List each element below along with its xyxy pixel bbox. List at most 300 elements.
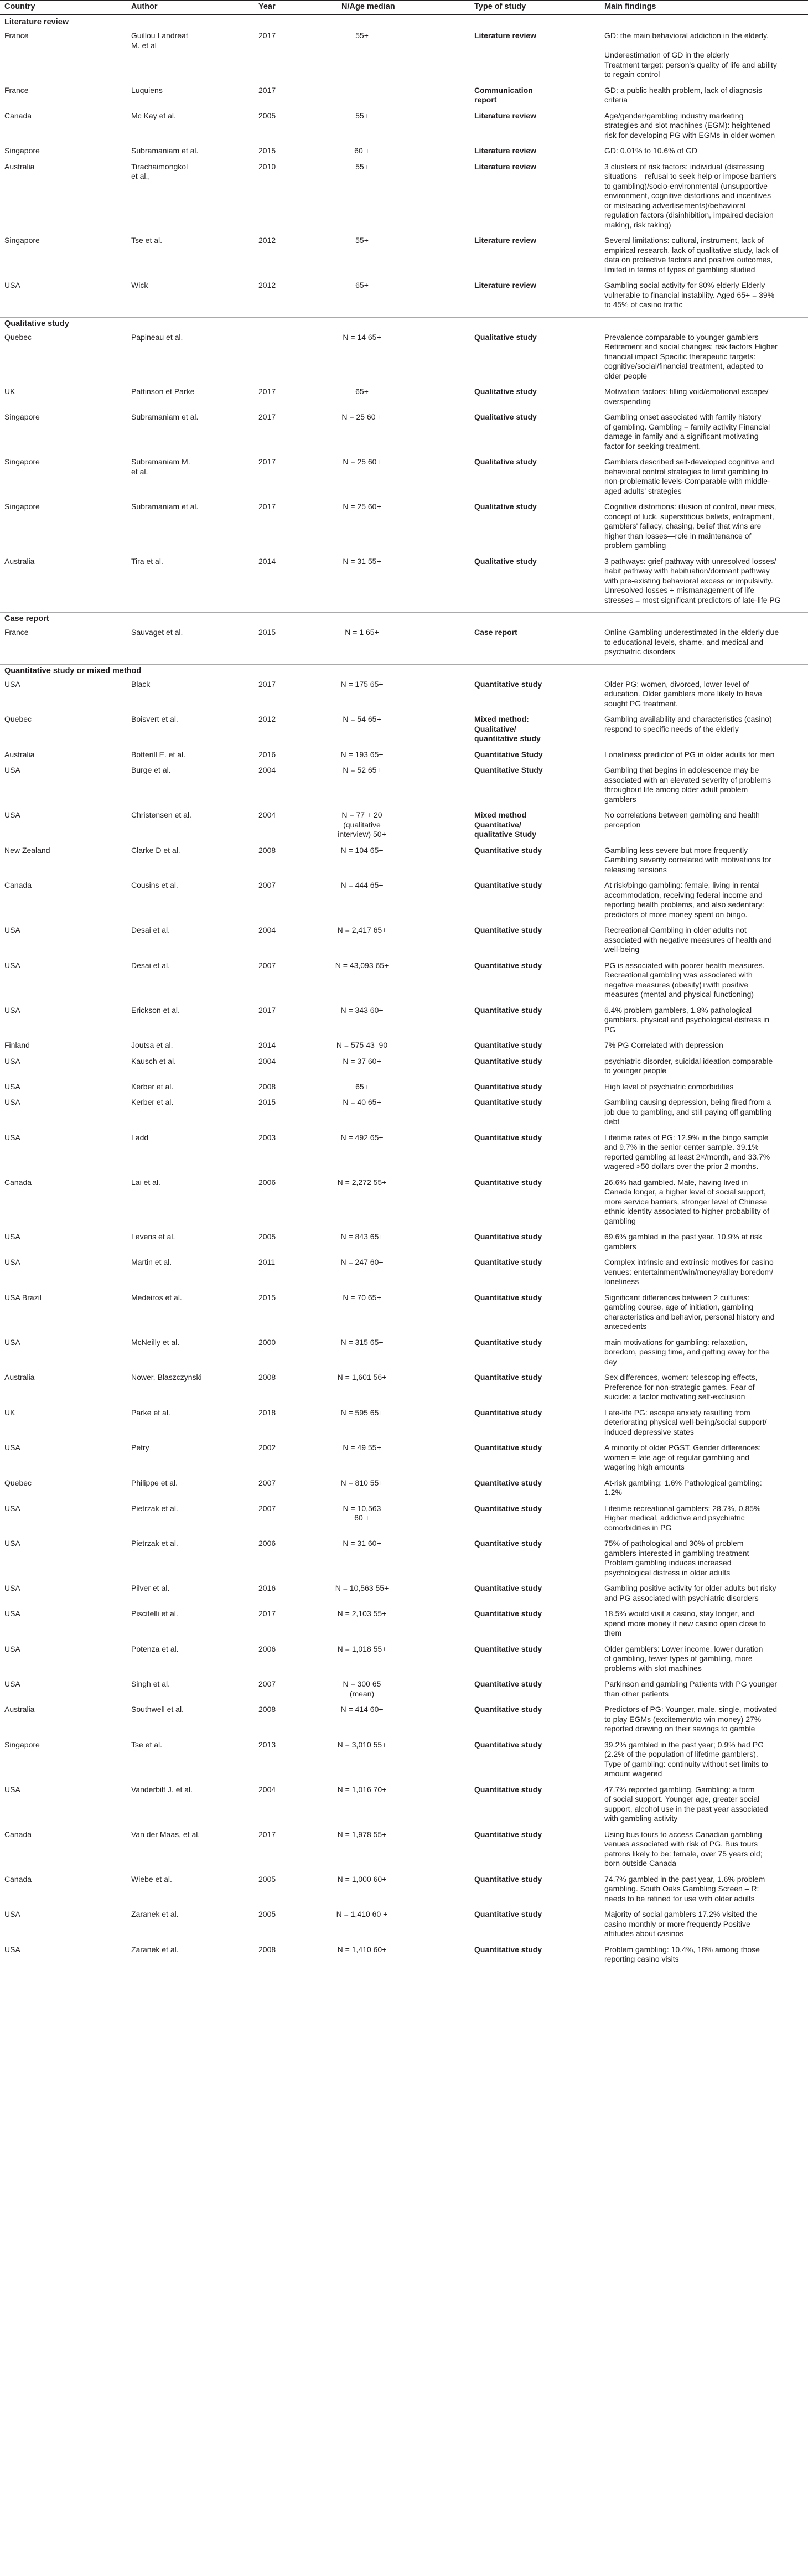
cell-findings: gamblers	[604, 1242, 636, 1251]
cell-type: Quantitative Study	[474, 749, 543, 759]
cell-author: Joutsa et al.	[131, 1041, 173, 1049]
cell-type: Quantitative study	[474, 1874, 542, 1884]
section-rule	[0, 317, 808, 318]
cell-year: 2015	[258, 1098, 276, 1106]
cell-type: Quantitative study	[474, 1644, 542, 1653]
cell-findings: cognitive/social/financial treatment, adapted to	[604, 361, 764, 370]
cell-findings: support, alcohol use in the past year associated	[604, 1804, 768, 1813]
cell-findings: Several limitations: cultural, instrument, lack of	[604, 236, 764, 245]
cell-year: 2006	[258, 1177, 276, 1187]
cell-n-age: N = 595 65+	[340, 1408, 384, 1417]
cell-n-age: N = 414 60+	[340, 1705, 384, 1714]
cell-country: USA	[4, 1679, 20, 1688]
cell-findings: aged adults' strategies	[604, 486, 682, 495]
cell-findings: making, risk taking)	[604, 220, 671, 229]
cell-year: 2005	[258, 111, 276, 120]
cell-n-age: N = 14 65+	[343, 332, 381, 342]
cell-findings: gambling course, age of initiation, gambling	[604, 1302, 754, 1311]
cell-findings: or misleading advertisements)/behavioral	[604, 200, 746, 210]
cell-country: Canada	[4, 881, 32, 889]
cell-findings: Sex differences, women: telescoping effects,	[604, 1373, 758, 1382]
cell-country: USA	[4, 679, 20, 689]
cell-type: Quantitative study	[474, 1177, 542, 1187]
cell-n-age: N = 444 65+	[340, 881, 384, 889]
cell-findings: associated with an elevated severity of problems	[604, 775, 771, 784]
cell-type: Qualitative study	[474, 502, 537, 511]
cell-findings: Lifetime recreational gamblers: 28.7%, 0.85%	[604, 1503, 761, 1513]
cell-findings: Prevalence comparable to younger gamblers	[604, 332, 759, 342]
cell-type: Quantitative/	[474, 820, 521, 829]
cell-findings: 18.5% would visit a casino, stay longer, and	[604, 1609, 754, 1618]
cell-type: Quantitative study	[474, 1539, 542, 1548]
cell-type: Quantitative study	[474, 1373, 542, 1382]
cell-findings: data on protective factors and positive outcomes,	[604, 255, 773, 264]
cell-country: Finland	[4, 1041, 30, 1049]
cell-findings: Parkinson and gambling Patients with PG younger	[604, 1679, 778, 1688]
cell-country: Quebec	[4, 715, 32, 723]
cell-country: USA	[4, 1337, 20, 1347]
cell-n-age: N = 49 55+	[343, 1443, 381, 1452]
cell-year: 2010	[258, 162, 276, 171]
cell-findings: induced depressive states	[604, 1427, 694, 1436]
cell-type: Quantitative study	[474, 1944, 542, 1954]
cell-findings: gamblers interested in gambling treatment	[604, 1548, 749, 1558]
cell-country: Singapore	[4, 457, 40, 466]
cell-findings: habit pathway with habituation/dormant pathway	[604, 566, 770, 575]
cell-n-age: 55+	[355, 236, 369, 245]
cell-findings: Problem gambling induces increased	[604, 1558, 732, 1567]
cell-findings: of gambling. Gambling = family activity Financial	[604, 422, 770, 431]
cell-findings: 1.2%	[604, 1488, 622, 1497]
cell-type: Quantitative study	[474, 1443, 542, 1452]
cell-findings: predictors of more money spent on bingo.	[604, 909, 748, 919]
cell-author: et al.	[131, 467, 148, 476]
cell-country: USA	[4, 1056, 20, 1065]
cell-findings: perception	[604, 820, 641, 829]
cell-type: Qualitative study	[474, 387, 537, 396]
cell-findings: Gambling less severe but more frequently	[604, 845, 748, 855]
cell-author: Boisvert et al.	[131, 715, 178, 723]
cell-findings: respond to specific needs of the elderly	[604, 724, 739, 733]
cell-country: Australia	[4, 556, 35, 566]
cell-findings: throughout life among older adult problem	[604, 785, 748, 794]
cell-findings: stresses = most significant predictors of late-life PG	[604, 595, 781, 604]
cell-findings: psychological distress in older adults	[604, 1568, 731, 1577]
cell-findings: Age/gender/gambling industry marketing	[604, 111, 744, 120]
cell-findings: venues: entertainment/win/money/allay boredom/	[604, 1267, 774, 1276]
cell-n-age: N = 810 55+	[340, 1478, 384, 1487]
cell-author: Tira et al.	[131, 556, 163, 566]
cell-findings: of social support. Younger age, greater social	[604, 1794, 760, 1803]
cell-findings: Older PG: women, divorced, lower level of	[604, 679, 749, 689]
cell-findings: situations—refusal to seek help or impose barriers	[604, 172, 777, 180]
cell-n-age: N = 300 65	[343, 1679, 381, 1688]
cell-type: Quantitative study	[474, 1829, 542, 1839]
cell-n-age: N = 247 60+	[340, 1258, 384, 1266]
cell-findings: behavioral control strategies to limit gambling to	[604, 467, 768, 476]
cell-country: USA	[4, 1082, 20, 1091]
cell-year: 2004	[258, 765, 276, 774]
cell-year: 2008	[258, 1373, 276, 1382]
cell-findings: overspending	[604, 396, 651, 406]
cell-year: 2017	[258, 457, 276, 466]
cell-n-age: N = 2,103 55+	[337, 1609, 387, 1618]
cell-author: Southwell et al.	[131, 1705, 184, 1714]
cell-year: 2005	[258, 1874, 276, 1884]
cell-author: Subramaniam et al.	[131, 146, 199, 155]
cell-findings: wagered >50 dollars over the prior 2 months.	[604, 1162, 759, 1171]
cell-n-age: N = 1,016 70+	[337, 1784, 387, 1794]
cell-n-age: N = 77 + 20	[341, 810, 382, 819]
cell-findings: Problem gambling: 10.4%, 18% among those	[604, 1944, 760, 1954]
cell-findings: 26.6% had gambled. Male, having lived in	[604, 1177, 748, 1187]
cell-country: France	[4, 85, 29, 95]
cell-year: 2008	[258, 845, 276, 855]
cell-findings: regulation factors (disinhibition, impaired decision	[604, 210, 774, 219]
cell-year: 2004	[258, 1784, 276, 1794]
cell-findings: attitudes about casinos	[604, 1929, 684, 1938]
header-year: Year	[258, 2, 276, 11]
cell-findings: Gambling onset associated with family history	[604, 412, 762, 421]
cell-n-age: 65+	[355, 281, 369, 289]
cell-findings: Gambling severity correlated with motivations for	[604, 855, 771, 864]
cell-country: USA Brazil	[4, 1292, 42, 1302]
cell-n-age: N = 175 65+	[340, 679, 384, 689]
cell-type: Literature review	[474, 31, 537, 40]
cell-country: USA	[4, 925, 20, 934]
cell-type: Quantitative study	[474, 1056, 542, 1065]
cell-findings: than other patients	[604, 1689, 669, 1698]
cell-n-age: N = 10,563 55+	[335, 1584, 389, 1592]
cell-type: quantitative study	[474, 734, 541, 743]
cell-n-age: N = 25 60+	[343, 502, 381, 511]
cell-type: Quantitative study	[474, 1584, 542, 1592]
cell-n-age: N = 492 65+	[340, 1132, 384, 1142]
cell-author: Van der Maas, et al.	[131, 1829, 200, 1839]
cell-findings: 39.2% gambled in the past year; 0.9% had PG	[604, 1740, 764, 1749]
cell-author: Wiebe et al.	[131, 1874, 172, 1884]
cell-year: 2017	[258, 1005, 276, 1015]
cell-findings: deteriorating physical well-being/social support/	[604, 1418, 767, 1426]
cell-n-age: N = 1,410 60 +	[336, 1910, 388, 1918]
cell-year: 2017	[258, 1829, 276, 1839]
table-top-rule	[0, 0, 808, 1]
cell-author: Kausch et al.	[131, 1056, 176, 1065]
cell-author: Nower, Blaszczynski	[131, 1373, 202, 1382]
cell-author: Pilver et al.	[131, 1584, 170, 1592]
cell-n-age: N = 52 65+	[343, 765, 381, 774]
cell-findings: Online Gambling underestimated in the elderly due	[604, 628, 779, 637]
cell-author: Botterill E. et al.	[131, 749, 186, 759]
cell-country: Quebec	[4, 1478, 32, 1487]
cell-findings: well-being	[604, 945, 640, 954]
header-rule	[0, 14, 808, 15]
cell-findings: No correlations between gambling and health	[604, 810, 760, 819]
cell-findings: ethnic identity associated to higher probability of	[604, 1207, 770, 1215]
cell-findings: 7% PG Correlated with depression	[604, 1041, 723, 1049]
cell-n-age: N = 25 60 +	[341, 412, 382, 421]
cell-findings: Gambling that begins in adolescence may be	[604, 765, 759, 774]
cell-findings: women = late age of regular gambling and	[604, 1452, 749, 1462]
cell-findings: sought PG treatment.	[604, 699, 678, 708]
cell-n-age: 60 +	[354, 146, 370, 155]
cell-findings: older people	[604, 371, 648, 380]
cell-findings: factor for seeking treatment.	[604, 441, 701, 451]
cell-type: Quantitative study	[474, 1408, 542, 1417]
cell-findings: Treatment target: person's quality of life and ability	[604, 60, 777, 69]
cell-author: Clarke D et al.	[131, 845, 180, 855]
cell-findings: risk for developing PG with EGMs in older women	[604, 130, 775, 139]
cell-findings: Unresolved losses + mismanagement of life	[604, 586, 755, 594]
cell-findings: Older gamblers: Lower income, lower duration	[604, 1644, 763, 1653]
cell-type: Quantitative study	[474, 1679, 542, 1688]
cell-findings: Underestimation of GD in the elderly	[604, 50, 729, 59]
cell-n-age: N = 575 43–90	[336, 1041, 388, 1049]
cell-type: Literature review	[474, 146, 537, 155]
cell-findings: job due to gambling, and still paying off gambling	[604, 1107, 772, 1116]
cell-findings: Gambling availability and characteristics (casino)	[604, 715, 772, 723]
cell-author: Kerber et al.	[131, 1098, 174, 1106]
cell-year: 2011	[258, 1258, 276, 1266]
cell-findings: higher than losses—role in maintenance of	[604, 531, 752, 540]
cell-type: Quantitative study	[474, 1609, 542, 1618]
cell-year: 2017	[258, 412, 276, 421]
cell-findings: day	[604, 1357, 617, 1366]
cell-findings: Complex intrinsic and extrinsic motives for casino	[604, 1258, 774, 1266]
cell-findings: main motivations for gambling: relaxation,	[604, 1337, 748, 1347]
cell-year: 2018	[258, 1408, 276, 1417]
cell-findings: boredom, passing time, and getting away for the	[604, 1347, 770, 1356]
cell-type: Quantitative study	[474, 1005, 542, 1015]
cell-findings: to gambling)/socio-environmental (unsupportive	[604, 181, 768, 190]
cell-type: Quantitative study	[474, 1041, 542, 1049]
cell-author: Pietrzak et al.	[131, 1539, 178, 1548]
cell-author: Sauvaget et al.	[131, 628, 183, 637]
cell-type: Quantitative study	[474, 960, 542, 970]
cell-author: Martin et al.	[131, 1258, 172, 1266]
cell-n-age: N = 37 60+	[343, 1056, 381, 1065]
section-title: Literature review	[4, 18, 69, 27]
cell-type: Quantitative study	[474, 881, 542, 889]
cell-type: Quantitative study	[474, 1232, 542, 1241]
header-n-age: N/Age median	[341, 2, 395, 11]
cell-year: 2012	[258, 715, 276, 723]
cell-author: Papineau et al.	[131, 332, 183, 342]
section-rule	[0, 664, 808, 665]
cell-country: USA	[4, 1258, 20, 1266]
cell-author: Philippe et al.	[131, 1478, 178, 1487]
cell-country: UK	[4, 387, 15, 396]
cell-author: Singh et al.	[131, 1679, 170, 1688]
cell-findings: and 9.7% in the senior center sample. 39.1%	[604, 1142, 759, 1151]
cell-year: 2017	[258, 679, 276, 689]
cell-findings: Cognitive distortions: illusion of control, near miss,	[604, 502, 776, 511]
cell-findings: GD: a public health problem, lack of diagnosis	[604, 85, 762, 95]
cell-findings: Motivation factors: filling void/emotional escape/	[604, 387, 769, 396]
cell-findings: born outside Canada	[604, 1859, 676, 1868]
cell-country: Canada	[4, 1874, 32, 1884]
cell-n-age: N = 2,417 65+	[337, 925, 387, 934]
cell-type: Quantitative study	[474, 1740, 542, 1749]
cell-findings: to educational levels, shame, and medical and	[604, 637, 764, 646]
cell-author: Wick	[131, 281, 148, 289]
cell-country: Singapore	[4, 236, 40, 245]
cell-country: USA	[4, 1784, 20, 1794]
cell-findings: limited in terms of types of gambling studied	[604, 265, 755, 274]
cell-n-age: N = 3,010 55+	[337, 1740, 387, 1749]
cell-author: Potenza et al.	[131, 1644, 179, 1653]
cell-n-age: N = 104 65+	[340, 845, 384, 855]
cell-findings: negative measures (obesity)+with positive	[604, 980, 749, 989]
cell-year: 2008	[258, 1705, 276, 1714]
cell-findings: strategies and slot machines (EGM): heightened	[604, 121, 770, 130]
cell-n-age: N = 10,563	[343, 1503, 381, 1513]
cell-n-age: N = 1,410 60+	[337, 1944, 387, 1954]
cell-findings: Canada longer, a higher level of social support,	[604, 1187, 766, 1196]
cell-findings: problem gambling	[604, 541, 666, 550]
cell-findings: problems with slot machines	[604, 1663, 702, 1673]
cell-author: Petry	[131, 1443, 149, 1452]
cell-findings: Preference for non-strategic games. Fear of	[604, 1382, 755, 1392]
cell-country: USA	[4, 1232, 20, 1241]
cell-author: M. et al	[131, 40, 157, 50]
cell-findings: 69.6% gambled in the past year. 10.9% at risk	[604, 1232, 762, 1241]
cell-author: et al.,	[131, 172, 151, 180]
cell-year: 2006	[258, 1539, 276, 1548]
cell-findings: psychiatric disorder, suicidal ideation comparable	[604, 1056, 773, 1065]
cell-n-age: N = 315 65+	[340, 1337, 384, 1347]
cell-n-age: N = 54 65+	[343, 715, 381, 723]
cell-n-age: N = 43,093 65+	[335, 960, 389, 970]
cell-findings: psychiatric disorders	[604, 647, 675, 656]
cell-findings: casino monthly or more frequently Positive	[604, 1919, 750, 1928]
cell-country: USA	[4, 1005, 20, 1015]
cell-n-age: N = 193 65+	[340, 749, 384, 759]
cell-author: Erickson et al.	[131, 1005, 180, 1015]
cell-country: Australia	[4, 749, 35, 759]
cell-findings: damage in family and a significant motivating	[604, 432, 759, 441]
cell-type: Quantitative study	[474, 1292, 542, 1302]
cell-type: Quantitative study	[474, 925, 542, 934]
cell-findings: to younger people	[604, 1066, 667, 1075]
cell-country: Singapore	[4, 1740, 40, 1749]
cell-year: 2017	[258, 387, 276, 396]
cell-findings: gamblers. physical and psychological distress in	[604, 1015, 770, 1024]
cell-findings: reporting casino visits	[604, 1954, 679, 1963]
cell-type: Literature review	[474, 111, 537, 120]
cell-n-age: N = 70 65+	[343, 1292, 381, 1302]
cell-findings: 3 pathways: grief pathway with unresolved losses/	[604, 556, 776, 566]
cell-findings: Gambling social activity for 80% elderly Elderly	[604, 281, 765, 289]
cell-author: Guillou Landreat	[131, 31, 188, 40]
cell-type: Quantitative study	[474, 1337, 542, 1347]
cell-n-age: 55+	[355, 111, 369, 120]
cell-findings: High level of psychiatric comorbidities	[604, 1082, 734, 1091]
cell-year: 2000	[258, 1337, 276, 1347]
cell-year: 2016	[258, 749, 276, 759]
cell-n-age: N = 1 65+	[345, 628, 379, 637]
cell-country: Quebec	[4, 332, 32, 342]
cell-author: Mc Kay et al.	[131, 111, 176, 120]
cell-findings: empirical research, lack of qualitative study, lack of	[604, 245, 779, 255]
cell-year: 2007	[258, 1679, 276, 1688]
cell-type: Quantitative study	[474, 679, 542, 689]
cell-findings: Gambling causing depression, being fired from a	[604, 1098, 771, 1106]
cell-findings: gamblers' fallacy, chasing, belief that wins are	[604, 521, 762, 530]
cell-author: Parke et al.	[131, 1408, 170, 1417]
cell-findings: and PG associated with psychiatric disorders	[604, 1593, 759, 1602]
header-findings: Main findings	[604, 2, 656, 11]
cell-findings: A minority of older PGST. Gender differences:	[604, 1443, 761, 1452]
cell-type: Quantitative study	[474, 1478, 542, 1487]
cell-findings: amount wagered	[604, 1769, 662, 1778]
cell-findings: environment, cognitive distortions and incentives	[604, 191, 771, 200]
cell-author: Desai et al.	[131, 925, 170, 934]
cell-findings: PG	[604, 1025, 616, 1034]
cell-n-age: 65+	[355, 1082, 369, 1091]
cell-country: USA	[4, 1584, 20, 1592]
cell-findings: Recreational gambling was associated with	[604, 970, 753, 979]
cell-year: 2007	[258, 1478, 276, 1487]
cell-type: Case report	[474, 628, 517, 637]
cell-year: 2013	[258, 1740, 276, 1749]
cell-findings: debt	[604, 1117, 620, 1126]
cell-country: Australia	[4, 1705, 35, 1714]
cell-findings: Lifetime rates of PG: 12.9% in the bingo sample	[604, 1132, 769, 1142]
cell-n-age: 60 +	[354, 1513, 370, 1522]
cell-year: 2015	[258, 146, 276, 155]
cell-findings: them	[604, 1628, 622, 1637]
cell-author: Pattinson et Parke	[131, 387, 195, 396]
cell-findings: to regain control	[604, 70, 660, 79]
cell-n-age: N = 31 60+	[343, 1539, 381, 1548]
cell-findings: Loneliness predictor of PG in older adults for men	[604, 749, 775, 759]
cell-year: 2017	[258, 31, 276, 40]
header-author: Author	[131, 2, 158, 11]
cell-findings: Type of gambling: continuity without set limits to	[604, 1759, 768, 1768]
cell-year: 2003	[258, 1132, 276, 1142]
cell-findings: 74.7% gambled in the past year, 1.6% problem	[604, 1874, 765, 1884]
cell-findings: Gamblers described self-developed cognitive and	[604, 457, 774, 466]
cell-author: Luquiens	[131, 85, 163, 95]
cell-country: USA	[4, 281, 20, 289]
cell-n-age: N = 1,601 56+	[337, 1373, 387, 1382]
cell-year: 2004	[258, 810, 276, 819]
cell-findings: financial impact Specific therapeutic targets:	[604, 351, 756, 361]
cell-country: USA	[4, 765, 20, 774]
cell-type: Quantitative study	[474, 1705, 542, 1714]
cell-findings: reported drawing on their savings to gamble	[604, 1724, 755, 1733]
cell-year: 2007	[258, 960, 276, 970]
cell-year: 2006	[258, 1644, 276, 1653]
cell-findings: loneliness	[604, 1277, 639, 1286]
cell-findings: gambling	[604, 1216, 636, 1225]
cell-type: Quantitative Study	[474, 765, 543, 774]
cell-findings: measures (mental and physical functioning)	[604, 990, 754, 999]
cell-type: Quantitative study	[474, 1132, 542, 1142]
cell-country: Australia	[4, 1373, 35, 1382]
section-title: Quantitative study or mixed method	[4, 666, 142, 675]
cell-author: Lai et al.	[131, 1177, 160, 1187]
cell-findings: Late-life PG: escape anxiety resulting from	[604, 1408, 750, 1417]
cell-country: USA	[4, 810, 20, 819]
cell-findings: criteria	[604, 95, 628, 104]
cell-findings: accommodation, receiving federal income and	[604, 890, 763, 899]
cell-country: Singapore	[4, 146, 40, 155]
cell-country: Canada	[4, 1177, 32, 1187]
cell-n-age: N = 843 65+	[340, 1232, 384, 1241]
cell-author: Ladd	[131, 1132, 149, 1142]
